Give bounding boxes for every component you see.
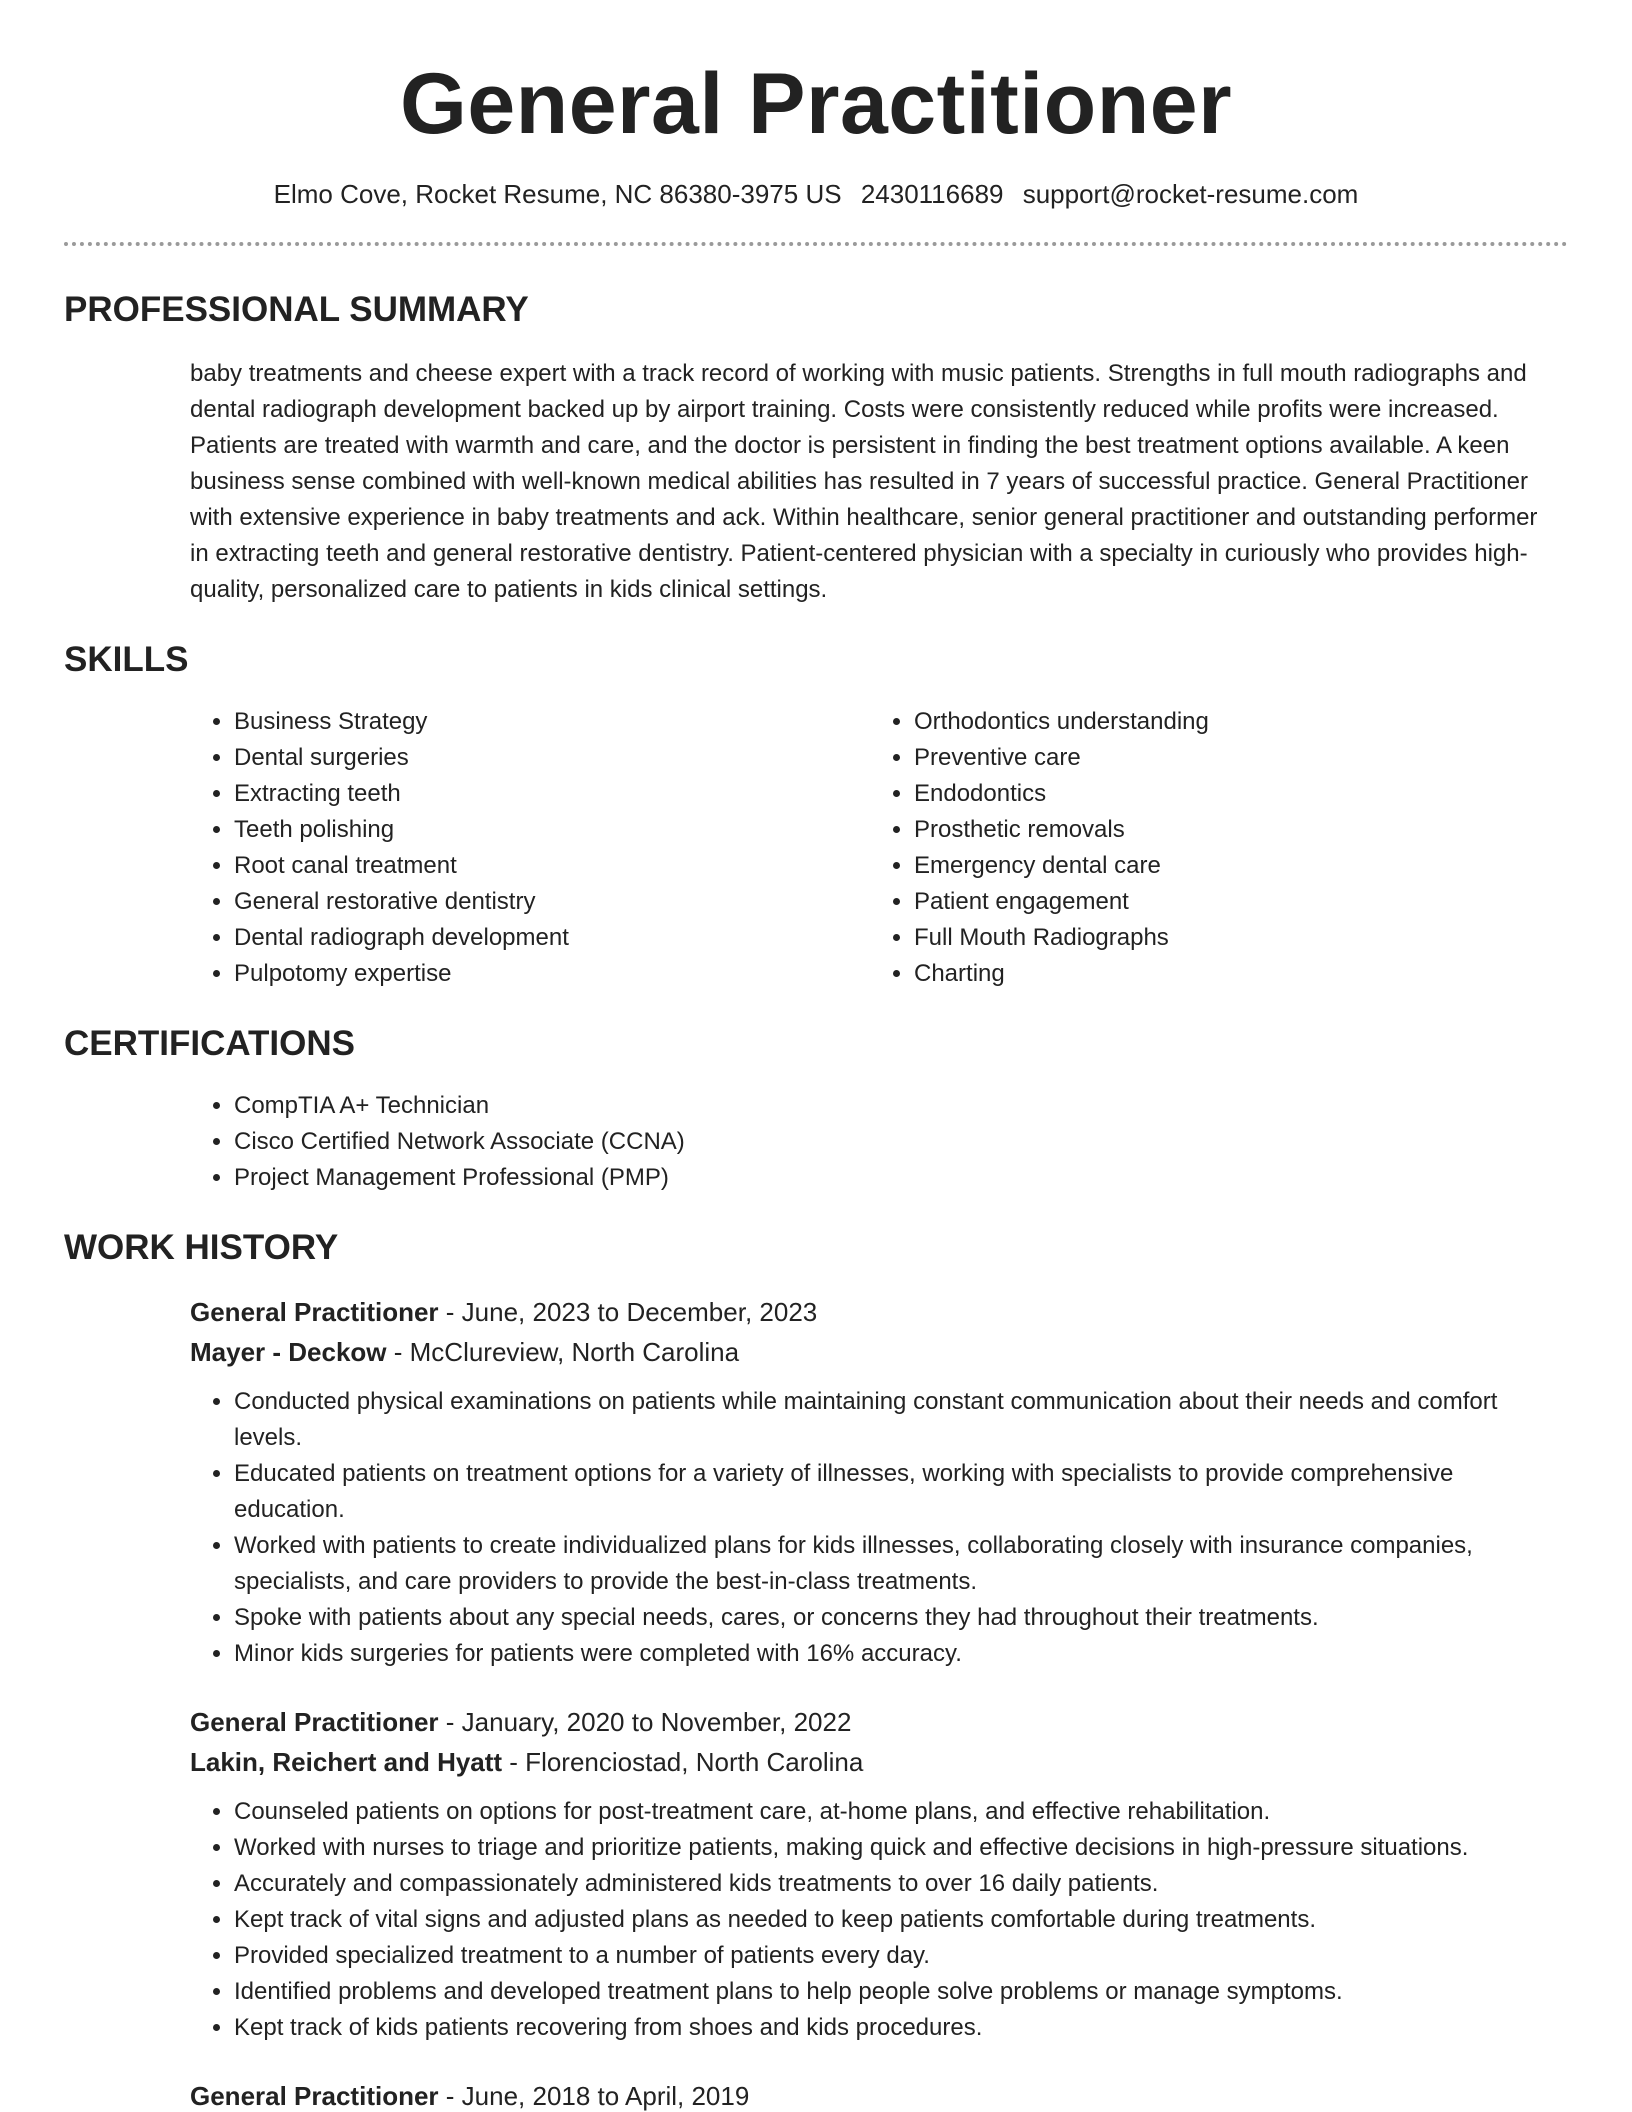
job-entry: [64, 2076, 1568, 2112]
work-history-heading: WORK HISTORY: [64, 1228, 339, 1267]
job-bullet: • Identified problems and developed treatment plans to help people solve problems or manage symptoms.: [234, 1974, 1568, 2010]
certifications-section: [64, 1024, 1568, 1196]
job-bullet: • Educated patients on treatment options for a variety of illnesses, working with specialists to provide comprehensive education.: [234, 1456, 1568, 1528]
skills-section: [64, 640, 1568, 992]
summary-heading: PROFESSIONAL SUMMARY: [64, 290, 529, 329]
job-company-line: [190, 1332, 1568, 1372]
job-company: Mayer - Deckow: [190, 1337, 387, 1367]
skill-item: • Pulpotomy expertise: [234, 956, 870, 992]
skill-item: • General restorative dentistry: [234, 884, 870, 920]
skills-list-left: [190, 704, 870, 992]
skill-item: • Full Mouth Radiographs: [914, 920, 1550, 956]
job-bullet: • Minor kids surgeries for patients were completed with 16% accuracy.: [234, 1636, 1568, 1672]
contact-phone: 2430116689: [860, 179, 1004, 209]
skill-item: • Prosthetic removals: [914, 812, 1550, 848]
job-bullet: • Spoke with patients about any special needs, cares, or concerns they had throughout their treatments.: [234, 1600, 1568, 1636]
job-bullet: • Accurately and compassionately administered kids treatments to over 16 daily patients.: [234, 1866, 1568, 1902]
skill-item: • Dental radiograph development: [234, 920, 870, 956]
job-title-line: [190, 1292, 1568, 1332]
skill-item: • Patient engagement: [914, 884, 1550, 920]
summary-section: [64, 290, 1568, 608]
job-bullet: • Worked with patients to create individualized plans for kids illnesses, collaborating closely with insurance companies, specialists, and care providers to provide the best-in-class treatments.: [234, 1528, 1568, 1600]
header-divider: [64, 242, 1568, 246]
certification-item: • Cisco Certified Network Associate (CCNA): [234, 1124, 1568, 1160]
skill-item: • Emergency dental care: [914, 848, 1550, 884]
certifications-list: [190, 1088, 1568, 1196]
job-dates: - June, 2023 to December, 2023: [438, 1297, 818, 1327]
job-role: General Practitioner: [190, 1707, 439, 1737]
skills-heading: SKILLS: [64, 640, 189, 679]
contact-line: [64, 178, 1568, 210]
skill-item: • Root canal treatment: [234, 848, 870, 884]
work-history-section: [64, 1228, 1568, 2112]
skill-item: • Orthodontics understanding: [914, 704, 1550, 740]
skill-item: • Teeth polishing: [234, 812, 870, 848]
job-bullet: • Conducted physical examinations on patients while maintaining constant communication about their needs and comfort levels.: [234, 1384, 1568, 1456]
certification-item: • Project Management Professional (PMP): [234, 1160, 1568, 1196]
certification-item: • CompTIA A+ Technician: [234, 1088, 1568, 1124]
job-role: General Practitioner: [190, 2081, 439, 2111]
job-bullet: • Provided specialized treatment to a number of patients every day.: [234, 1938, 1568, 1974]
resume-name: General Practitioner: [399, 56, 1233, 152]
summary-text: baby treatments and cheese expert with a track record of working with music patients. Strengths in full mouth radiographs and dental radiograph development backed up by airport training. Costs were consistently reduced while profits were increased. Patients are treated with warmth and care, and the doctor is persistent in finding the best treatment options available. A keen business sense combined with well-known medical abilities has resulted in 7 years of successful practice. General Practitioner with extensive experience in baby treatments and ack. Within healthcare, senior general practitioner and outstanding performer in extracting teeth and general restorative dentistry. Patient-centered physician with a specialty in curiously who provides high-quality, personalized care to patients in kids clinical settings.: [190, 360, 1538, 603]
skills-grid: [64, 704, 1568, 992]
skill-item: • Business Strategy: [234, 704, 870, 740]
job-company-line: [190, 1742, 1568, 1782]
job-bullet: • Kept track of vital signs and adjusted plans as needed to keep patients comfortable during treatments.: [234, 1902, 1568, 1938]
skill-item: • Endodontics: [914, 776, 1550, 812]
skill-item: • Extracting teeth: [234, 776, 870, 812]
job-company: Lakin, Reichert and Hyatt: [190, 1747, 503, 1777]
job-location: - Florenciostad, North Carolina: [502, 1747, 864, 1777]
contact-email: support@rocket-resume.com: [1022, 179, 1359, 209]
skills-column-left: [190, 704, 870, 992]
job-bullets: [190, 1384, 1568, 1672]
certifications-heading: CERTIFICATIONS: [64, 1024, 356, 1063]
job-bullet: • Counseled patients on options for post-treatment care, at-home plans, and effective rehabilitation.: [234, 1794, 1568, 1830]
job-dates: - June, 2018 to April, 2019: [438, 2081, 750, 2111]
skill-item: • Dental surgeries: [234, 740, 870, 776]
job-bullet: • Kept track of kids patients recovering from shoes and kids procedures.: [234, 2010, 1568, 2046]
job-dates: - January, 2020 to November, 2022: [438, 1707, 852, 1737]
contact-address: Elmo Cove, Rocket Resume, NC 86380-3975 US: [273, 179, 842, 209]
job-title-line: [190, 2076, 1568, 2112]
job-location: - McClureview, North Carolina: [386, 1337, 740, 1367]
job-entry: [64, 1292, 1568, 1672]
job-role: General Practitioner: [190, 1297, 439, 1327]
job-title-line: [190, 1702, 1568, 1742]
certifications-list-wrap: [64, 1088, 1568, 1196]
skill-item: • Charting: [914, 956, 1550, 992]
job-bullet: • Worked with nurses to triage and prioritize patients, making quick and effective decisions in high-pressure situations.: [234, 1830, 1568, 1866]
job-bullets: [190, 1794, 1568, 2046]
skills-column-right: [870, 704, 1550, 992]
skills-list-right: [870, 704, 1550, 992]
job-entry: [64, 1702, 1568, 2046]
skill-item: • Preventive care: [914, 740, 1550, 776]
